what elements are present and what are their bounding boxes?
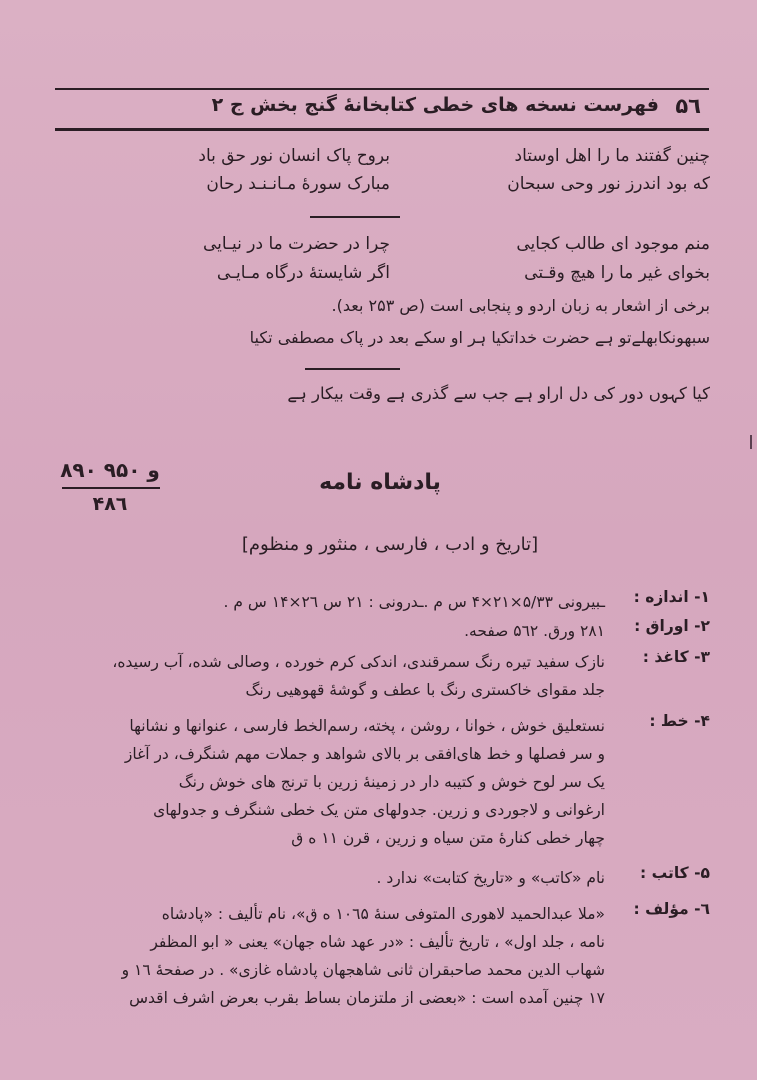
entry-title: پادشاه نامه xyxy=(319,470,441,495)
field-script xyxy=(55,712,710,857)
field-body xyxy=(55,617,605,645)
note-line: برخی از اشعار به زبان اردو و پنجابی است (ص ۲۵۳ بعد). xyxy=(331,296,710,315)
page-number: ۵٦ xyxy=(675,94,701,118)
field-body xyxy=(55,712,605,852)
field-label: ۲- اوراق : xyxy=(634,617,710,635)
field-label: ۴- خط : xyxy=(649,712,710,730)
field-label: ۵- کاتب : xyxy=(640,864,710,882)
field-line: ۲۸۱ ورق. ۵٦۲ صفحه. xyxy=(464,622,605,640)
field-size xyxy=(55,588,710,618)
serial-number: ۴۸٦ xyxy=(92,493,128,515)
section-divider xyxy=(310,216,400,218)
field-line: جلد مقوای خاکستری رنگ با عطف و گوشهٔ قهوهیی رنگ xyxy=(245,681,605,699)
field-body xyxy=(55,588,605,616)
field-scribe xyxy=(55,864,710,894)
margin-mark xyxy=(750,435,752,449)
field-line: و سر فصلها و خط های‌افقی بر بالای شواهد و جملات مهم شنگرف، در آغاز xyxy=(124,745,605,763)
urdu-verse: سبھونکابھلےتو ہے حضرت خداتکیا ہر او سکے بعد در پاک مصطفی تکیا xyxy=(249,328,710,347)
urdu-verse: کیا کہوں دور کی دل اراو ہے جب سے گذری ہے وقت بیکار ہے xyxy=(287,384,710,403)
field-author xyxy=(55,900,710,1020)
field-line: نام «کاتب» و «تاریخ کتابت» ندارد . xyxy=(376,869,605,887)
field-label: ۱- اندازه : xyxy=(633,588,710,606)
verse-hemistich: بروح پاک انسان نور حق باد xyxy=(198,146,390,166)
verse-row xyxy=(60,146,710,176)
field-folios xyxy=(55,617,710,647)
verse-hemistich: چنین گفتند ما را اهل اوستاد xyxy=(514,146,710,166)
verse-hemistich: اگر شایستهٔ درگاه مـایـی xyxy=(216,263,390,283)
field-body xyxy=(55,864,605,892)
field-line: ـبیرونی ۵/۳۳×۲۱×۴ س م .ـدرونی : ۲۱ س ۲٦×۱۴ س م . xyxy=(223,593,605,611)
field-label: ٦- مؤلف : xyxy=(633,900,710,918)
section-divider xyxy=(305,368,400,370)
field-body xyxy=(55,900,605,1012)
field-line: یک سر لوح خوش و کتیبه دار در زمینهٔ زرین با ترنج های خوش رنگ xyxy=(178,773,605,791)
field-line: نازک سفید تیره رنگ سمرقندی، اندکی کرم خورده ، وصالی شده، آب رسیده، xyxy=(112,653,605,671)
field-label: ۳- کاغذ : xyxy=(642,648,710,666)
verse-hemistich: که بود اندرز نور وحی سبحان xyxy=(507,174,710,194)
field-line: شهاب الدین محمد صاحبقران ثانی شاهجهان پادشاه غازی» . در صفحهٔ ۱٦ و xyxy=(121,961,605,979)
verse-row xyxy=(60,234,710,264)
running-title: فهرست نسخه های خطی کتابخانهٔ گنج بخش ج ۲ xyxy=(211,94,659,116)
field-body xyxy=(55,648,605,704)
field-line: نستعلیق خوش ، خوانا ، روشن ، پخته، رسم‌الخط فارسی ، عنوانها و نشانها xyxy=(129,717,605,735)
field-line: ۱۷ چنین آمده است : «بعضی از ملتزمان بساط بقرب بعرض اشرف اقدس xyxy=(129,989,605,1007)
verse-row xyxy=(60,174,710,204)
field-line: نامه ، جلد اول» ، تاریخ تألیف : «در عهد شاه جهان» یعنی « ابو المظفر xyxy=(150,933,605,951)
header-bottom-rule xyxy=(55,128,709,131)
verse-hemistich: مبارک سورهٔ مـانـنـد رحان xyxy=(206,174,390,194)
shelf-divider xyxy=(62,487,160,489)
field-line: ارغوانی و لاجوردی و زرین. جدولهای متن یک خطی شنگرف و جدولهای xyxy=(153,801,605,819)
verse-hemistich: منم موجود ای طالب کجایی xyxy=(516,234,710,254)
field-paper xyxy=(55,648,710,706)
header-top-rule xyxy=(55,88,709,90)
verse-hemistich: بخوای غیر ما را هیچ وقـتی xyxy=(524,263,710,283)
field-line: چهار خطی کنارهٔ متن سیاه و زرین ، قرن ۱۱ ه ق xyxy=(291,829,605,847)
field-line: «ملا عبدالحمید لاهوری المتوفی سنهٔ ۱۰٦۵ ه ق»، نام تألیف : «پادشاه xyxy=(161,905,605,923)
entry-subject: [تاریخ و ادب ، فارسی ، منثور و منظوم] xyxy=(241,534,539,555)
verse-hemistich: چرا در حضرت ما در نیـایی xyxy=(202,234,390,254)
shelf-numbers: ۸۹۰ و ۹۵۰ xyxy=(60,458,160,482)
verse-row xyxy=(60,263,710,293)
